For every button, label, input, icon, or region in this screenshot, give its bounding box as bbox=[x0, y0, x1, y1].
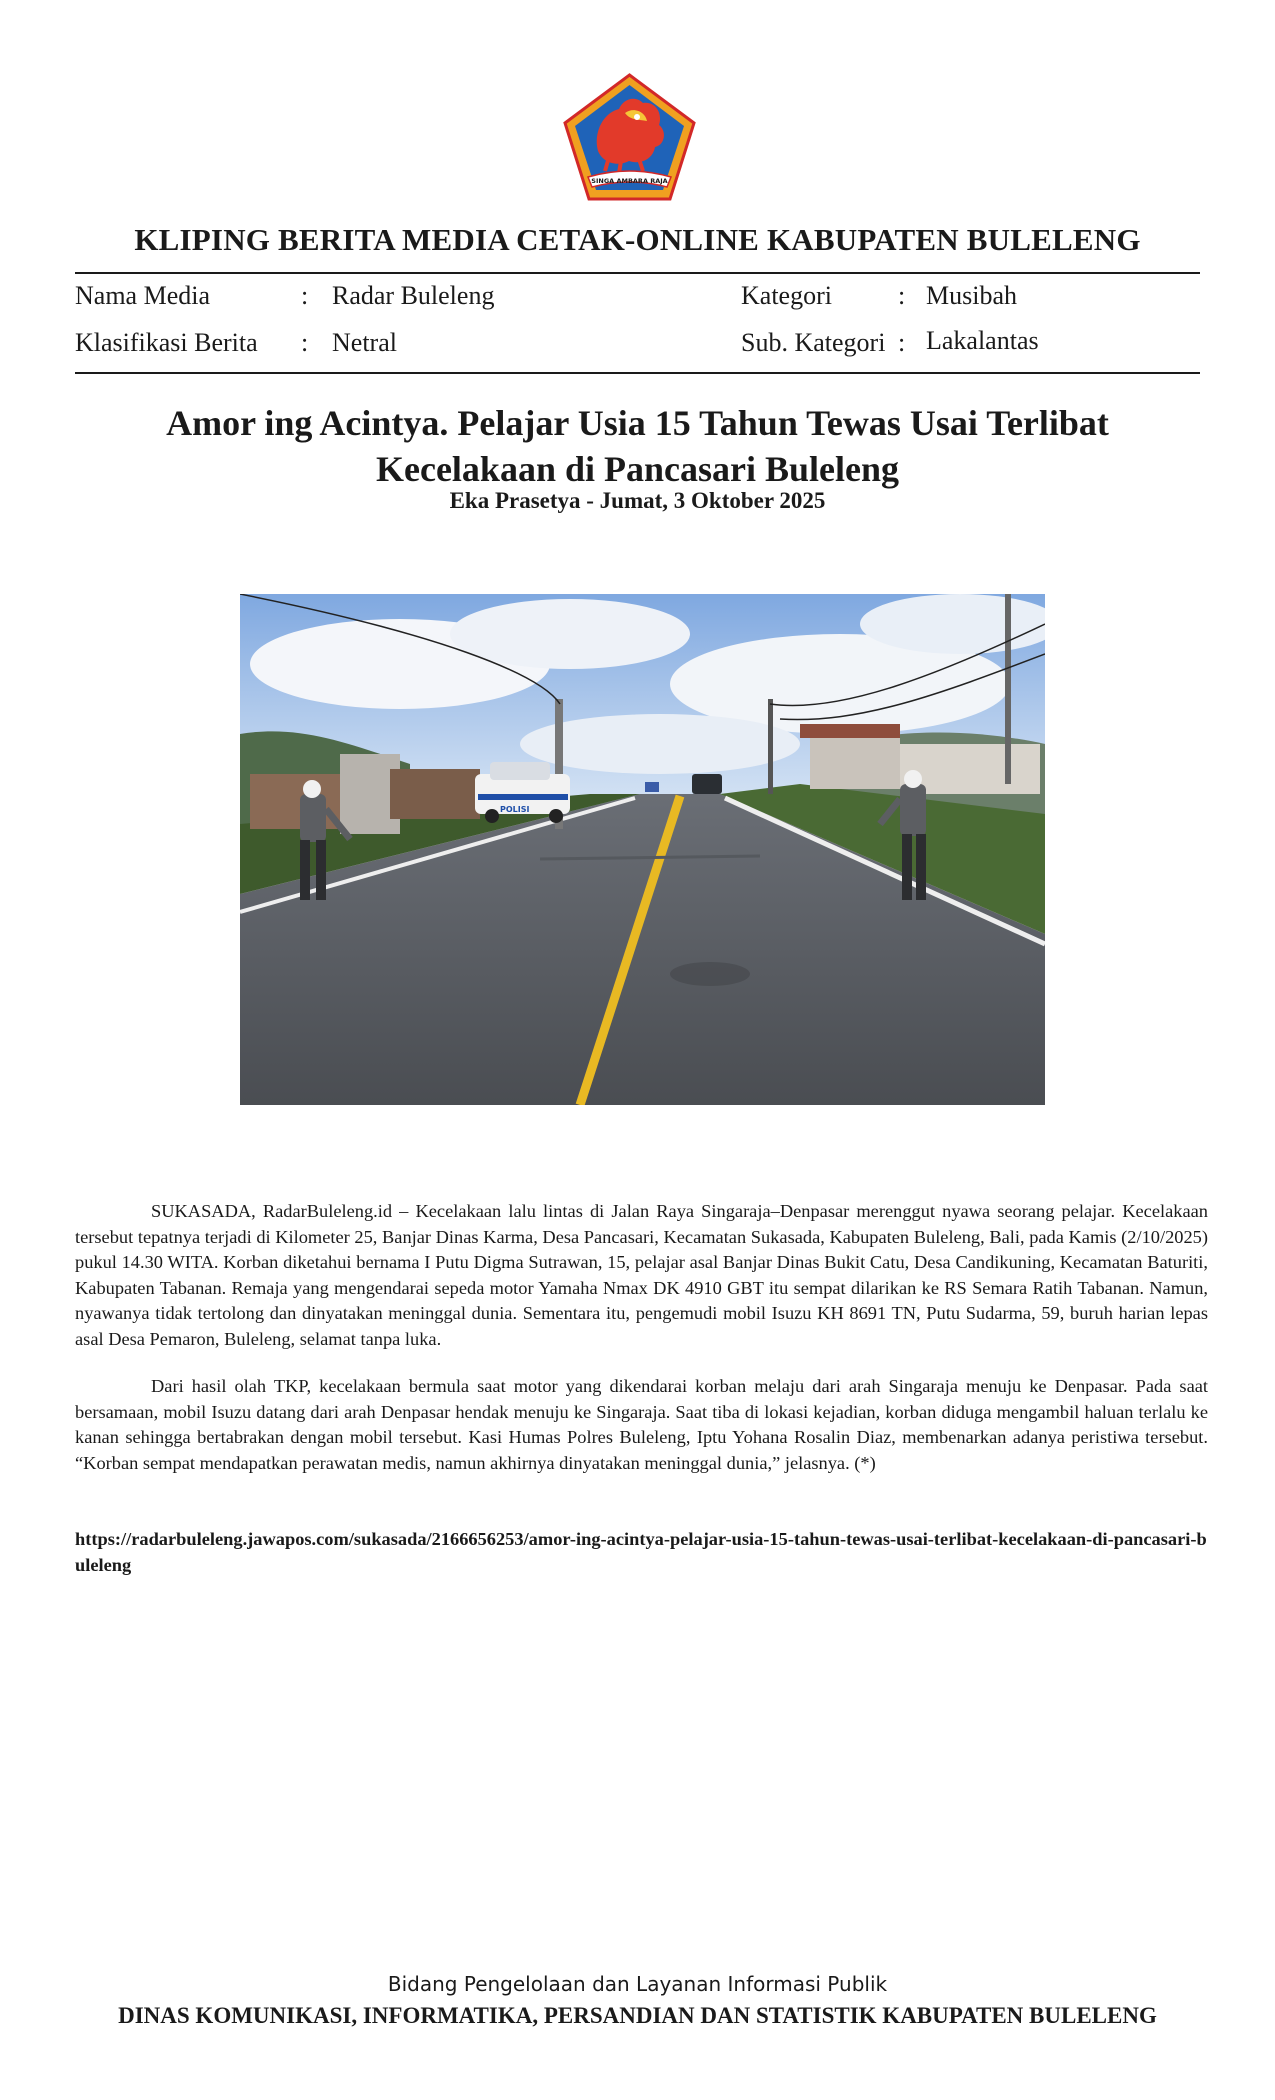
footer-department: Bidang Pengelolaan dan Layanan Informasi Publik bbox=[387, 1972, 888, 1996]
article-paragraph-1 bbox=[75, 1199, 1208, 1352]
article-byline: Eka Prasetya - Jumat, 3 Oktober 2025 bbox=[449, 488, 826, 513]
kategori-label: Kategori bbox=[741, 281, 832, 310]
subkategori-separator: : bbox=[898, 328, 906, 357]
subkategori-label: Sub. Kategori bbox=[741, 328, 886, 357]
article-headline bbox=[0, 400, 1275, 492]
media-value: Radar Buleleng bbox=[332, 281, 495, 310]
headline-line-2: Kecelakaan di Pancasari Buleleng bbox=[375, 449, 899, 489]
kategori-separator: : bbox=[898, 281, 906, 310]
paragraph-1-text: SUKASADA, RadarBuleleng.id – Kecelakaan lalu lintas di Jalan Raya Singaraja–Denpasar merenggut nyawa seorang pelajar. Kecelakaan tersebut tepatnya terjadi di Kilometer 25, Banjar Dinas Karma, Desa Pancasari, Kecamatan Sukasada, Kabupaten Buleleng, Bali, pada Kamis (2/10/2025) pukul 14.30 WITA. Korban diketahui bernama I Putu Digma Sutrawan, 15, pelajar asal Banjar Dinas Bukit Catu, Desa Candikuning, Kecamatan Baturiti, Kabupaten Tabanan. Remaja yang mengendarai sepeda motor Yamaha Nmax DK 4910 GBT itu sempat dilarikan ke RS Semara Ratih Tabanan. Namun, nyawanya tidak tertolong dan dinyatakan meninggal dunia. Sementara itu, pengemudi mobil Isuzu KH 8691 TN, Putu Sudarma, 59, buruh harian lepas asal Desa Pemaron, Buleleng, selamat tanpa luka. bbox=[75, 1201, 1208, 1349]
logo-motto: SINGA AMBARA RAJA bbox=[591, 177, 668, 185]
media-separator: : bbox=[301, 281, 309, 310]
paragraph-2-text: Dari hasil olah TKP, kecelakaan bermula saat motor yang dikendarai korban melaju dari arah Singaraja menuju ke Denpasar. Pada saat bersamaan, mobil Isuzu datang dari arah Denpasar hendak menuju ke Singaraja. Saat tiba di lokasi kejadian, korban diduga mengambil haluan terlalu ke kanan sehingga bertabrakan dengan mobil tersebut. Kasi Humas Polres Buleleng, Iptu Yohana Rosalin Diaz, membenarkan adanya peristiwa tersebut. “Korban sempat mendapatkan perawatan medis, namun akhirnya dinyatakan meninggal dunia,” jelasnya. (*) bbox=[75, 1376, 1208, 1473]
headline-line-1: Amor ing Acintya. Pelajar Usia 15 Tahun Tewas Usai Terlibat bbox=[166, 403, 1109, 443]
klasifikasi-value: Netral bbox=[332, 328, 397, 357]
police-car-label: POLISI bbox=[500, 805, 530, 814]
article-paragraph-2 bbox=[75, 1374, 1208, 1476]
klasifikasi-label: Klasifikasi Berita bbox=[75, 328, 258, 357]
divider-top bbox=[75, 272, 1200, 274]
article-photo bbox=[240, 594, 1045, 1105]
media-label: Nama Media bbox=[75, 281, 211, 310]
kategori-value: Musibah bbox=[926, 281, 1017, 310]
kabupaten-buleleng-logo bbox=[563, 73, 696, 201]
divider-bottom bbox=[75, 372, 1200, 374]
subkategori-value: Lakalantas bbox=[926, 326, 1039, 355]
footer-agency: DINAS KOMUNIKASI, INFORMATIKA, PERSANDIAN DAN STATISTIK KABUPATEN BULELENG bbox=[118, 2003, 1157, 2028]
klasifikasi-separator: : bbox=[301, 328, 309, 357]
source-url-link[interactable]: https://radarbuleleng.jawapos.com/sukasada/2166656253/amor-ing-acintya-pelajar-usia-15-tahun-tewas-usai-terlibat-kecelakaan-di-pancasari-buleleng bbox=[75, 1529, 1207, 1575]
page-title: KLIPING BERITA MEDIA CETAK-ONLINE KABUPATEN BULELENG bbox=[134, 222, 1141, 257]
